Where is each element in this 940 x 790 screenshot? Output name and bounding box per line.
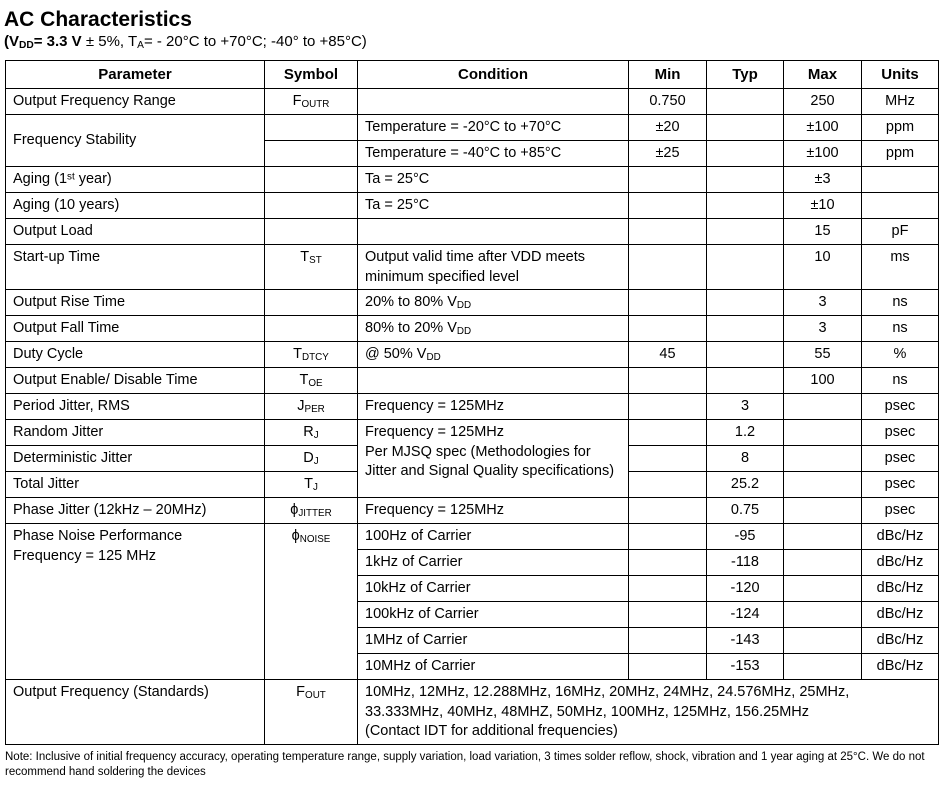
param-cell: Start-up Time	[6, 245, 265, 290]
symbol-cell	[265, 193, 358, 219]
page-title: AC Characteristics	[4, 8, 192, 31]
table-row	[6, 89, 939, 115]
max-cell: 100	[784, 368, 862, 394]
max-cell	[784, 576, 862, 602]
table-row	[6, 680, 939, 745]
max-cell	[784, 654, 862, 680]
units-cell: dBc/Hz	[862, 524, 939, 550]
max-cell: 250	[784, 89, 862, 115]
symbol-subscript: PER	[304, 404, 325, 416]
symbol-cell	[265, 245, 358, 290]
max-cell	[784, 472, 862, 498]
condition-cell: 1kHz of Carrier	[358, 550, 629, 576]
min-cell	[629, 628, 707, 654]
condition-cell: 100Hz of Carrier	[358, 524, 629, 550]
min-cell	[629, 654, 707, 680]
symbol-text: F	[296, 684, 306, 701]
max-cell	[784, 498, 862, 524]
param-cell: Output Frequency Range	[6, 89, 265, 115]
param-cell: Random Jitter	[6, 420, 265, 446]
condition-cell	[358, 342, 629, 368]
max-cell: ±10	[784, 193, 862, 219]
condition-cell: Output valid time after VDD meets minimum specified level	[358, 245, 629, 290]
min-cell	[629, 576, 707, 602]
param-superscript: st	[67, 171, 75, 183]
typ-cell	[707, 245, 784, 290]
symbol-cell	[265, 167, 358, 193]
min-cell: ±20	[629, 115, 707, 141]
units-cell: dBc/Hz	[862, 654, 939, 680]
table-row	[6, 245, 939, 290]
col-header-units: Units	[862, 61, 939, 89]
param-text: year)	[74, 170, 112, 187]
typ-cell: 25.2	[707, 472, 784, 498]
symbol-cell	[265, 316, 358, 342]
typ-cell	[707, 115, 784, 141]
min-cell: 0.750	[629, 89, 707, 115]
col-header-condition: Condition	[358, 61, 629, 89]
typ-cell: -95	[707, 524, 784, 550]
param-cell: Frequency Stability	[6, 115, 265, 167]
symbol-text: R	[303, 424, 314, 441]
param-cell: Total Jitter	[6, 472, 265, 498]
units-cell: psec	[862, 498, 939, 524]
condition-text: 80% to 20% V	[365, 320, 457, 337]
units-cell	[862, 193, 939, 219]
footnote: Note: Inclusive of initial frequency accuracy, operating temperature range, supply variation, load variation, 3 times solder reflow, shock, vibration and 1 year aging at 25°C. We do not recommend hand soldering the devices	[5, 751, 925, 778]
condition-cell: Frequency = 125MHz	[358, 498, 629, 524]
typ-cell	[707, 342, 784, 368]
table-row	[6, 368, 939, 394]
min-cell	[629, 193, 707, 219]
symbol-text: T	[304, 476, 313, 493]
param-text: Aging (1	[13, 170, 68, 187]
max-cell	[784, 550, 862, 576]
max-cell	[784, 394, 862, 420]
max-cell	[784, 420, 862, 446]
max-cell: 3	[784, 316, 862, 342]
min-cell	[629, 368, 707, 394]
max-cell: ±100	[784, 115, 862, 141]
param-cell: Output Enable/ Disable Time	[6, 368, 265, 394]
units-cell: psec	[862, 446, 939, 472]
subtitle-bold-segment	[4, 33, 82, 50]
symbol-cell	[265, 498, 358, 524]
condition-cell	[358, 89, 629, 115]
max-cell: ±3	[784, 167, 862, 193]
condition-cell	[358, 680, 939, 745]
table-row	[6, 342, 939, 368]
condition-cell: 10MHz of Carrier	[358, 654, 629, 680]
subtitle-text: ± 5%, T	[81, 33, 138, 50]
col-header-min: Min	[629, 61, 707, 89]
condition-cell	[358, 368, 629, 394]
symbol-cell	[265, 89, 358, 115]
symbol-text: T	[293, 346, 303, 363]
symbol-text: F	[292, 92, 302, 109]
min-cell: 45	[629, 342, 707, 368]
subtitle-subscript-vdd: DD	[19, 40, 34, 52]
units-cell: ns	[862, 290, 939, 316]
min-cell	[629, 219, 707, 245]
condition-cell	[358, 290, 629, 316]
min-cell: ±25	[629, 141, 707, 167]
typ-cell: 1.2	[707, 420, 784, 446]
param-cell: Deterministic Jitter	[6, 446, 265, 472]
min-cell	[629, 316, 707, 342]
symbol-cell	[265, 368, 358, 394]
symbol-text: ϕ	[290, 502, 299, 519]
typ-cell	[707, 316, 784, 342]
symbol-subscript: OUTR	[301, 99, 330, 111]
condition-cell	[358, 316, 629, 342]
typ-cell: -153	[707, 654, 784, 680]
param-cell: Aging (10 years)	[6, 193, 265, 219]
symbol-subscript: ST	[309, 255, 322, 267]
condition-cell: 10kHz of Carrier	[358, 576, 629, 602]
max-cell: 55	[784, 342, 862, 368]
condition-text: 20% to 80% V	[365, 294, 457, 311]
table-row	[6, 167, 939, 193]
typ-cell	[707, 141, 784, 167]
typ-cell	[707, 193, 784, 219]
units-cell: psec	[862, 472, 939, 498]
typ-cell	[707, 167, 784, 193]
units-cell: psec	[862, 394, 939, 420]
condition-cell: 1MHz of Carrier	[358, 628, 629, 654]
symbol-text: ϕ	[291, 528, 300, 545]
symbol-subscript: J	[313, 456, 319, 468]
typ-cell: 3	[707, 394, 784, 420]
symbol-subscript: OUT	[305, 690, 326, 702]
max-cell: 15	[784, 219, 862, 245]
param-cell: Duty Cycle	[6, 342, 265, 368]
param-cell: Output Load	[6, 219, 265, 245]
table-row	[6, 420, 939, 446]
symbol-subscript: J	[312, 482, 318, 494]
units-cell: dBc/Hz	[862, 628, 939, 654]
subtitle-text: = 3.3 V	[33, 33, 82, 50]
typ-cell: -118	[707, 550, 784, 576]
typ-cell: -143	[707, 628, 784, 654]
min-cell	[629, 167, 707, 193]
typ-cell: 8	[707, 446, 784, 472]
param-cell: Output Frequency (Standards)	[6, 680, 265, 745]
frequency-list-line: 10MHz, 12MHz, 12.288MHz, 16MHz, 20MHz, 24MHz, 24.576MHz, 25MHz,	[365, 684, 850, 701]
units-cell: ns	[862, 368, 939, 394]
table-row	[6, 115, 939, 141]
units-cell: ms	[862, 245, 939, 290]
table-row	[6, 524, 939, 550]
max-cell: 10	[784, 245, 862, 290]
units-cell: MHz	[862, 89, 939, 115]
min-cell	[629, 602, 707, 628]
param-cell: Period Jitter, RMS	[6, 394, 265, 420]
condition-cell: Frequency = 125MHz	[358, 394, 629, 420]
max-cell: ±100	[784, 141, 862, 167]
condition-subscript: DD	[456, 326, 472, 338]
symbol-text: D	[303, 450, 314, 467]
units-cell: pF	[862, 219, 939, 245]
frequency-list-line: (Contact IDT for additional frequencies)	[365, 723, 618, 740]
units-cell: ppm	[862, 115, 939, 141]
units-cell: dBc/Hz	[862, 550, 939, 576]
table-row	[6, 394, 939, 420]
min-cell	[629, 550, 707, 576]
symbol-cell	[265, 141, 358, 167]
min-cell	[629, 420, 707, 446]
subtitle-text: = - 20°C to +70°C; -40° to +85°C)	[143, 33, 367, 50]
ac-characteristics-table	[5, 60, 939, 745]
table-row	[6, 219, 939, 245]
units-cell: %	[862, 342, 939, 368]
min-cell	[629, 245, 707, 290]
symbol-cell	[265, 115, 358, 141]
min-cell	[629, 472, 707, 498]
symbol-cell	[265, 446, 358, 472]
units-cell: dBc/Hz	[862, 602, 939, 628]
typ-cell: 0.75	[707, 498, 784, 524]
max-cell	[784, 524, 862, 550]
condition-cell: Ta = 25°C	[358, 193, 629, 219]
symbol-subscript: J	[313, 430, 319, 442]
typ-cell	[707, 219, 784, 245]
page-subtitle	[4, 33, 938, 51]
param-cell	[6, 167, 265, 193]
condition-line: Per MJSQ spec (Methodologies for Jitter and Signal Quality specifications)	[365, 443, 615, 480]
typ-cell: -120	[707, 576, 784, 602]
col-header-parameter: Parameter	[6, 61, 265, 89]
condition-cell	[358, 420, 629, 498]
condition-subscript: DD	[456, 300, 472, 312]
typ-cell	[707, 89, 784, 115]
symbol-cell	[265, 394, 358, 420]
max-cell	[784, 446, 862, 472]
table-header-row	[6, 61, 939, 89]
min-cell	[629, 446, 707, 472]
param-line: Phase Noise Performance	[13, 528, 183, 545]
symbol-cell	[265, 290, 358, 316]
typ-cell: -124	[707, 602, 784, 628]
frequency-list-line: 33.333MHz, 40MHz, 48MHZ, 50MHz, 100MHz, 125MHz, 156.25MHz	[365, 703, 810, 720]
symbol-subscript: JITTER	[298, 508, 332, 520]
min-cell	[629, 498, 707, 524]
symbol-cell	[265, 680, 358, 745]
param-cell: Phase Jitter (12kHz – 20MHz)	[6, 498, 265, 524]
symbol-text: T	[299, 372, 309, 389]
units-cell: psec	[862, 420, 939, 446]
table-row	[6, 498, 939, 524]
subtitle-text: (V	[4, 33, 19, 50]
symbol-subscript: DTCY	[302, 352, 329, 364]
symbol-cell	[265, 524, 358, 680]
condition-cell	[358, 219, 629, 245]
units-cell: ppm	[862, 141, 939, 167]
condition-cell: Temperature = -20°C to +70°C	[358, 115, 629, 141]
max-cell	[784, 628, 862, 654]
typ-cell	[707, 290, 784, 316]
symbol-subscript: OE	[308, 378, 323, 390]
param-line: Frequency = 125 MHz	[13, 547, 157, 564]
max-cell	[784, 602, 862, 628]
min-cell	[629, 394, 707, 420]
param-cell	[6, 524, 265, 680]
min-cell	[629, 524, 707, 550]
col-header-max: Max	[784, 61, 862, 89]
condition-line: Frequency = 125MHz	[365, 424, 505, 441]
table-row	[6, 316, 939, 342]
symbol-text: T	[300, 249, 310, 266]
condition-cell: Temperature = -40°C to +85°C	[358, 141, 629, 167]
param-cell: Output Fall Time	[6, 316, 265, 342]
table-row	[6, 290, 939, 316]
symbol-cell	[265, 219, 358, 245]
condition-cell: 100kHz of Carrier	[358, 602, 629, 628]
condition-cell: Ta = 25°C	[358, 167, 629, 193]
symbol-cell	[265, 420, 358, 446]
param-cell: Output Rise Time	[6, 290, 265, 316]
condition-subscript: DD	[426, 352, 441, 364]
col-header-symbol: Symbol	[265, 61, 358, 89]
table-row	[6, 193, 939, 219]
condition-text: @ 50% V	[365, 346, 427, 363]
symbol-subscript: NOISE	[299, 534, 331, 546]
subtitle-subscript-ta: A	[137, 40, 144, 52]
max-cell: 3	[784, 290, 862, 316]
symbol-cell	[265, 342, 358, 368]
min-cell	[629, 290, 707, 316]
symbol-cell	[265, 472, 358, 498]
units-cell: dBc/Hz	[862, 576, 939, 602]
units-cell: ns	[862, 316, 939, 342]
col-header-typ: Typ	[707, 61, 784, 89]
units-cell	[862, 167, 939, 193]
typ-cell	[707, 368, 784, 394]
symbol-text: J	[297, 398, 305, 415]
